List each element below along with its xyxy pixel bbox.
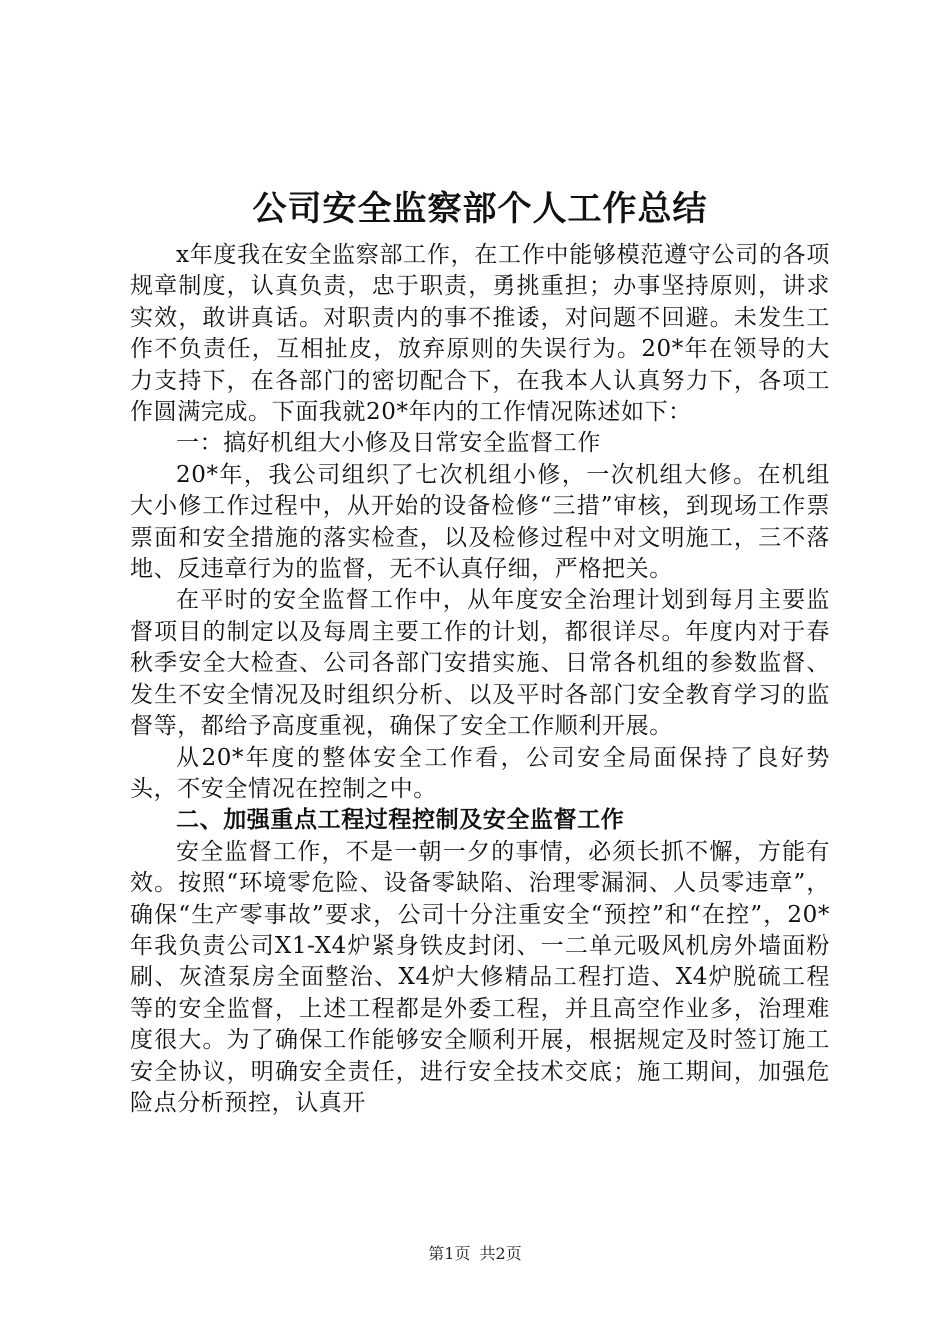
paragraph-key-projects: 安全监督工作，不是一朝一夕的事情，必须长抓不懈，方能有效。按照“环境零危险、设备零缺陷、治理零漏洞、人员零违章”，确保“生产零事故”要求，公司十分注重安全“预控”和“在控”，20*年我负责公司X1-X4炉紧身铁皮封闭、一二单元吸风机房外墙面粉刷、灰渣泵房全面整治、X4炉大修精品工程打造、X4炉脱硫工程等的安全监督，上述工程都是外委工程，并且高空作业多，治理难度很大。为了确保工作能够安全顺利开展，根据规定及时签订施工安全协议，明确安全责任，进行安全技术交底；施工期间，加强危险点分析预控，认真开: [130, 838, 830, 1116]
page-footer: [0, 1242, 950, 1266]
document-body: [130, 240, 830, 1119]
page-number: 第1页: [428, 1244, 471, 1263]
document-page: [130, 178, 830, 1119]
paragraph-daily-supervision: 在平时的安全监督工作中，从年度安全治理计划到每月主要监督项目的制定以及每周主要工作的计划，都很详尽。年度内对于春秋季安全大检查、公司各部门安措实施、日常各机组的参数监督、发生不安全情况及时组织分析、以及平时各部门安全教育学习的监督等，都给予高度重视，确保了安全工作顺利开展。: [130, 587, 830, 740]
document-title: 公司安全监察部个人工作总结: [252, 189, 708, 229]
section-heading-1: 一：搞好机组大小修及日常安全监督工作: [176, 430, 601, 457]
section-heading-2: 二、加强重点工程过程控制及安全监督工作: [176, 807, 625, 834]
paragraph-overall-safety: 从20*年度的整体安全工作看，公司安全局面保持了良好势头，不安全情况在控制之中。: [130, 744, 830, 802]
page-total: 共2页: [479, 1244, 522, 1263]
paragraph-overhaul: 20*年，我公司组织了七次机组小修，一次机组大修。在机组大小修工作过程中，从开始的设备检修“三措”审核，到现场工作票票面和安全措施的落实检查，以及检修过程中对文明施工，三不落地、反违章行为的监督，无不认真仔细，严格把关。: [130, 461, 830, 583]
paragraph-intro: x年度我在安全监察部工作，在工作中能够模范遵守公司的各项规章制度，认真负责，忠于职责，勇挑重担；办事坚持原则，讲求实效，敢讲真话。对职责内的事不推诿，对问题不回避。未发生工作不负责任，互相扯皮，放弃原则的失误行为。20*年在领导的大力支持下，在各部门的密切配合下，在我本人认真努力下，各项工作圆满完成。下面我就20*年内的工作情况陈述如下：: [130, 242, 830, 426]
